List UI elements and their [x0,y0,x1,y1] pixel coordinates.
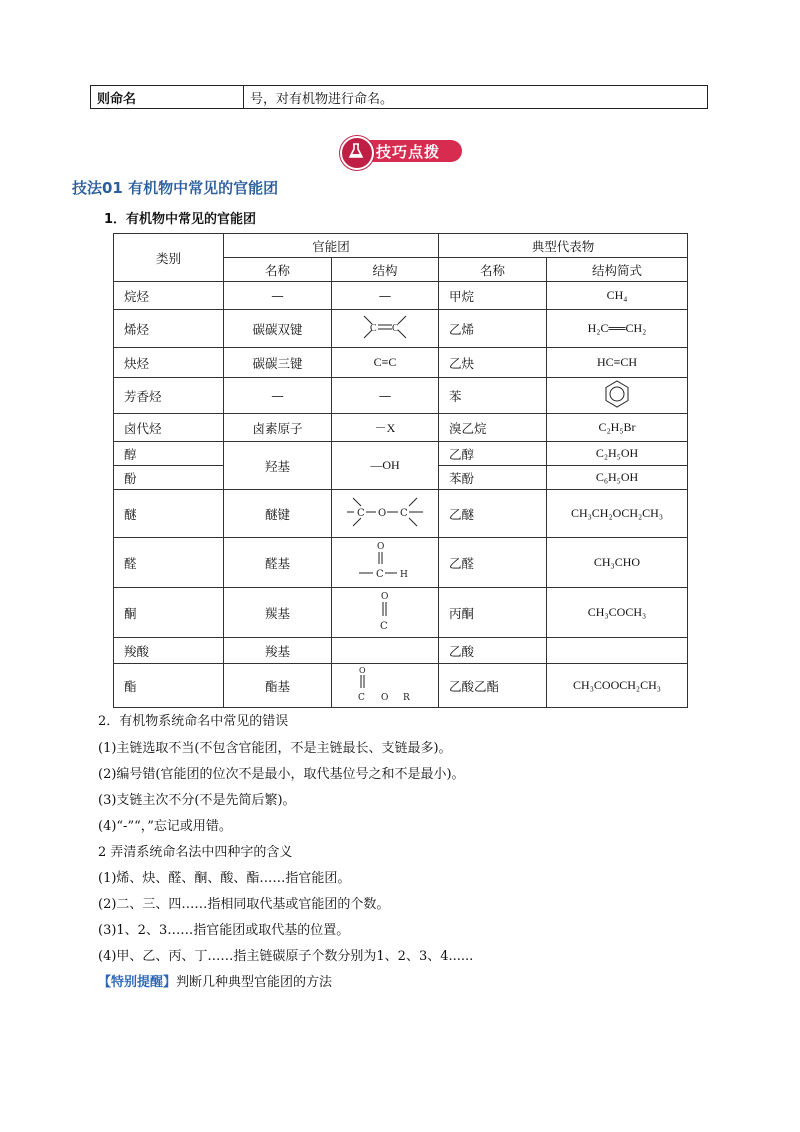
cell-category: 烷烃 [114,282,224,310]
cell-rep-name: 苯 [439,378,547,414]
cell-rep-name: 丙酮 [439,588,547,638]
ketone-structure [370,589,400,633]
cell-rep-struct: CH₄ [547,282,688,310]
top-table [90,85,708,109]
cell-fg-name: 酯基 [224,664,332,708]
flask-icon [347,142,365,160]
cell-category: 醚 [114,490,224,538]
cell-category: 酮 [114,588,224,638]
svg-text:O: O [381,693,389,703]
svg-text:O: O [359,666,366,675]
special-tip [98,971,332,990]
table-row [114,638,688,664]
header-rep-name: 名称 [439,258,547,282]
cell-fg-struct: －X [332,414,439,442]
cell-category: 酯 [114,664,224,708]
cell-fg-struct: — [332,282,439,310]
svg-text:O: O [381,592,389,602]
header-struct: 结构 [332,258,439,282]
cell-rep-struct: CH₃COCH₃ [547,588,688,638]
meaning-item: (1)烯、炔、醛、酮、酸、酯……指官能团。 [98,871,351,886]
header-fg: 官能团 [224,234,439,258]
error-item: (4)“-”“，”忘记或用错。 [98,819,232,834]
cell-rep-struct: CH₃CHO [547,538,688,588]
cell-category: 醇 [114,442,224,466]
svg-text:C: C [357,508,365,519]
aldehyde-structure [355,539,415,583]
svg-text:O: O [378,508,387,519]
cell-fg-name: — [224,282,332,310]
table-row [114,414,688,442]
cell-fg-struct [332,638,439,664]
error-item: (3)支链主次不分(不是先简后繁)。 [98,793,296,808]
functional-group-table [113,233,688,708]
meaning-item: (4)甲、乙、丙、丁……指主链碳原子个数分别为1、2、3、4...... [98,949,474,964]
table-row [114,310,688,348]
meaning-item: (2)二、三、四……指相同取代基或官能团的个数。 [98,897,390,912]
cell-fg-name: 羧基 [224,638,332,664]
tip-text: 判断几种典型官能团的方法 [176,975,333,990]
ester-structure [345,664,425,704]
cell-category: 卤代烃 [114,414,224,442]
cell-rep-name: 乙酸乙酯 [439,664,547,708]
header-rep: 典型代表物 [439,234,688,258]
errors-title: 2．有机物系统命名中常见的错误 [98,714,289,729]
banner [340,136,464,166]
cell-rep-struct [547,638,688,664]
cell-fg-name: 醛基 [224,538,332,588]
cell-fg-name: 醚键 [224,490,332,538]
header-name: 名称 [224,258,332,282]
svg-text:C: C [400,508,408,519]
cell-rep-struct [547,378,688,414]
cell-fg-struct: — [332,378,439,414]
svg-text:C: C [358,693,365,703]
cell-rep-struct: HC≡CH [547,348,688,378]
cell-category: 烯烃 [114,310,224,348]
cell-category: 芳香烃 [114,378,224,414]
table-row [114,348,688,378]
cell-rep-name: 乙烯 [439,310,547,348]
tip-label: 【特别提醒】 [98,975,177,990]
cell-rep-name: 乙酸 [439,638,547,664]
cell-rep-struct: CH₃CH₂OCH₂CH₃ [547,490,688,538]
table-row [114,538,688,588]
subsection-title: 1．有机物中常见的官能团 [104,212,257,227]
ether-structure [345,492,425,532]
svg-text:C: C [376,569,384,580]
cell-fg-name: 碳碳双键 [224,310,332,348]
section-title: 技法01 有机物中常见的官能团 [72,179,279,197]
meaning-title: 2 弄清系统命名法中四种字的含义 [98,845,293,860]
cell-rep-name: 乙炔 [439,348,547,378]
cell-fg-name: 碳碳三键 [224,348,332,378]
cell-rep-struct: C₆H₅OH [547,466,688,490]
cell-rep-name: 乙醚 [439,490,547,538]
cell-rep-name: 乙醇 [439,442,547,466]
table-row [114,378,688,414]
cell-fg-name: 卤素原子 [224,414,332,442]
header-rep-struct: 结构简式 [547,258,688,282]
cell-rep-name: 溴乙烷 [439,414,547,442]
header-category: 类别 [114,234,224,282]
cell-fg-name: 羟基 [224,442,332,490]
cell-fg-struct [332,588,439,638]
table-row [114,588,688,638]
banner-text: 技巧点拨 [376,143,441,161]
top-row-text: 号，对有机物进行命名。 [244,86,708,109]
cell-fg-struct: —OH [332,442,439,490]
table-row [114,490,688,538]
svg-text:R: R [403,693,410,703]
svg-text:H: H [400,570,408,580]
table-row [114,442,688,466]
cell-category: 炔烃 [114,348,224,378]
cell-fg-struct [332,310,439,348]
cell-rep-name: 乙醛 [439,538,547,588]
cell-fg-struct [332,664,439,708]
cell-rep-name: 甲烷 [439,282,547,310]
cell-fg-struct [332,538,439,588]
svg-text:C: C [380,621,388,632]
table-row [114,282,688,310]
cell-fg-struct [332,490,439,538]
svg-text:C: C [370,322,377,334]
error-item: (1)主链选取不当(不包含官能团，不是主链最长、支链最多)。 [98,741,452,756]
cell-rep-struct: C₂H₅Br [547,414,688,442]
cell-rep-struct: CH₃COOCH₂CH₃ [547,664,688,708]
meaning-item: (3)1、2、3……指官能团或取代基的位置。 [98,923,350,938]
alkene-structure [360,312,410,342]
cell-rep-name: 苯酚 [439,466,547,490]
cell-category: 酚 [114,466,224,490]
svg-text:C: C [392,322,399,334]
cell-fg-name: — [224,378,332,414]
svg-text:O: O [377,542,385,552]
cell-rep-struct: H₂C══CH₂ [547,310,688,348]
cell-category: 羧酸 [114,638,224,664]
error-item: (2)编号错(官能团的位次不是最小，取代基位号之和不是最小)。 [98,767,465,782]
top-row-label: 则命名 [91,86,244,109]
cell-category: 醛 [114,538,224,588]
benzene-icon [602,379,632,409]
cell-fg-struct: C≡C [332,348,439,378]
cell-rep-struct: C₂H₅OH [547,442,688,466]
cell-fg-name: 羰基 [224,588,332,638]
table-row [114,664,688,708]
